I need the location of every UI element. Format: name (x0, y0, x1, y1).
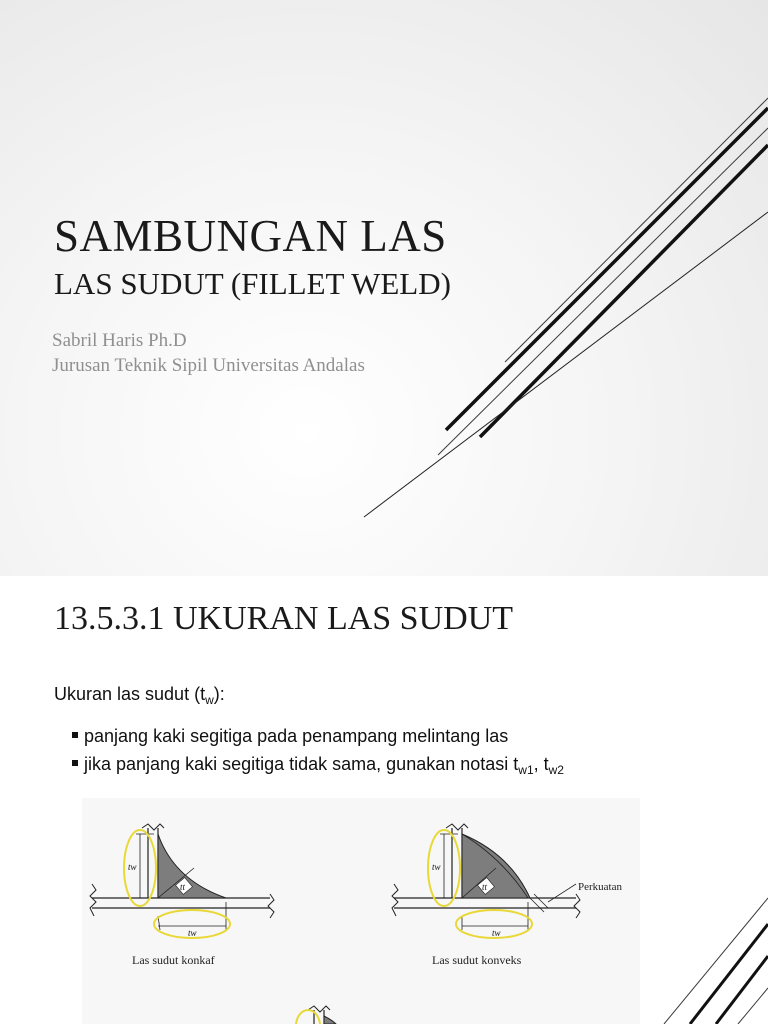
concave-caption: Las sudut konkaf (132, 953, 215, 967)
svg-text:tw: tw (432, 862, 441, 872)
svg-text:tt: tt (482, 882, 488, 892)
bullet-square-icon (72, 732, 78, 738)
content-slide (0, 576, 768, 1024)
fillet-weld-diagram (82, 798, 640, 1024)
section-heading: 13.5.3.1 UKURAN LAS SUDUT (54, 600, 514, 637)
reinforcement-label: Perkuatan (578, 881, 622, 893)
author-affiliation: Jurusan Teknik Sipil Universitas Andalas (52, 355, 365, 376)
slide-title: SAMBUNGAN LAS (54, 211, 447, 261)
bullet-square-icon (72, 760, 78, 766)
intro-text: Ukuran las sudut $(t_w)$: (54, 684, 225, 707)
svg-text:tw: tw (492, 928, 501, 938)
svg-text:tt: tt (180, 882, 186, 892)
bullet-item: panjang kaki segitiga pada penampang melintang las (72, 726, 508, 747)
svg-text:tw: tw (188, 928, 197, 938)
convex-weld-diagram (392, 824, 622, 967)
convex-caption: Las sudut konveks (432, 953, 522, 967)
author-name: Sabril Haris Ph.D (52, 330, 187, 351)
concave-weld-diagram (90, 824, 274, 967)
slide-subtitle: LAS SUDUT (FILLET WELD) (54, 266, 451, 301)
partial-weld-diagram (296, 1006, 336, 1024)
fillet-weld-figure (82, 798, 640, 1024)
svg-text:tw: tw (128, 862, 137, 872)
bullet-item: jika panjang kaki segitiga tidak sama, gunakan notasi $t_{w1}$, $t_{w2}$ (72, 754, 564, 775)
